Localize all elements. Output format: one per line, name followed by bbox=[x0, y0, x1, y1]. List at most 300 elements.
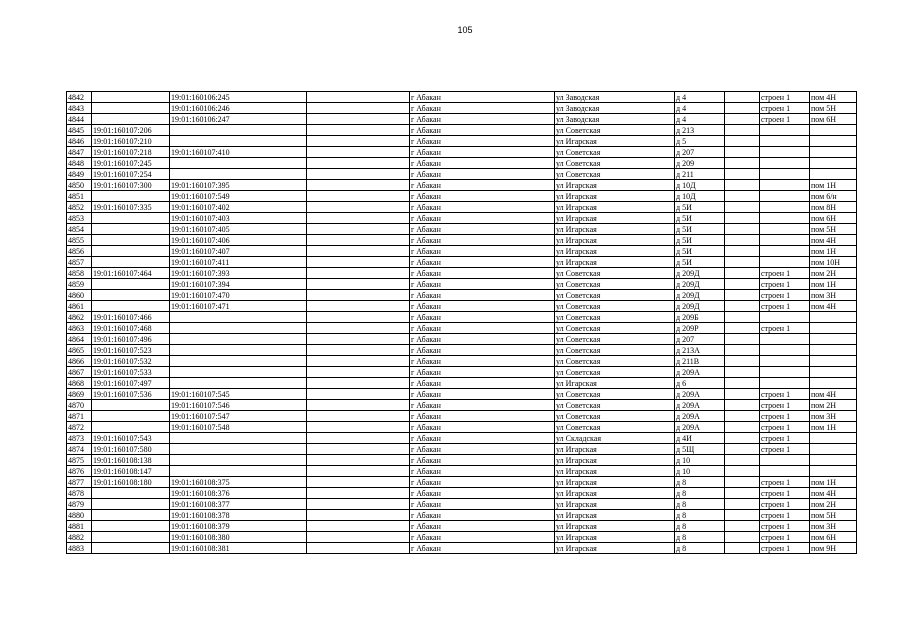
premises-cell bbox=[810, 334, 857, 345]
premises-cell: пом 6Н bbox=[810, 532, 857, 543]
parcel-number-cell: 19:01:160107:468 bbox=[92, 323, 170, 334]
spacer-cell bbox=[725, 543, 760, 554]
row-number-cell: 4867 bbox=[67, 367, 92, 378]
parcel-number-cell bbox=[92, 213, 170, 224]
blank-cell bbox=[307, 268, 410, 279]
house-cell: д 10 bbox=[675, 455, 725, 466]
street-cell: ул Игарская bbox=[555, 444, 675, 455]
blank-cell bbox=[307, 169, 410, 180]
parcel-number-cell: 19:01:160107:543 bbox=[92, 433, 170, 444]
premises-cell bbox=[810, 323, 857, 334]
city-cell: г Абакан bbox=[410, 389, 555, 400]
object-number-cell bbox=[170, 345, 307, 356]
premises-cell: пом 5Н bbox=[810, 224, 857, 235]
city-cell: г Абакан bbox=[410, 411, 555, 422]
premises-cell: пом 9Н bbox=[810, 543, 857, 554]
city-cell: г Абакан bbox=[410, 543, 555, 554]
parcel-number-cell bbox=[92, 246, 170, 257]
object-number-cell: 19:01:160106:247 bbox=[170, 114, 307, 125]
premises-cell: пом 6Н bbox=[810, 114, 857, 125]
parcel-number-cell: 19:01:160107:497 bbox=[92, 378, 170, 389]
object-number-cell bbox=[170, 466, 307, 477]
spacer-cell bbox=[725, 290, 760, 301]
object-number-cell: 19:01:160107:406 bbox=[170, 235, 307, 246]
building-cell: строен 1 bbox=[760, 290, 810, 301]
parcel-number-cell bbox=[92, 191, 170, 202]
street-cell: ул Советская bbox=[555, 125, 675, 136]
row-number-cell: 4873 bbox=[67, 433, 92, 444]
spacer-cell bbox=[725, 301, 760, 312]
house-cell: д 209А bbox=[675, 411, 725, 422]
street-cell: ул Игарская bbox=[555, 378, 675, 389]
spacer-cell bbox=[725, 444, 760, 455]
spacer-cell bbox=[725, 411, 760, 422]
city-cell: г Абакан bbox=[410, 477, 555, 488]
premises-cell: пом 3Н bbox=[810, 411, 857, 422]
parcel-number-cell bbox=[92, 488, 170, 499]
house-cell: д 211В bbox=[675, 356, 725, 367]
city-cell: г Абакан bbox=[410, 422, 555, 433]
premises-cell: пом 5Н bbox=[810, 103, 857, 114]
object-number-cell bbox=[170, 169, 307, 180]
table-row bbox=[67, 455, 857, 466]
building-cell bbox=[760, 312, 810, 323]
table-row bbox=[67, 543, 857, 554]
blank-cell bbox=[307, 422, 410, 433]
city-cell: г Абакан bbox=[410, 301, 555, 312]
blank-cell bbox=[307, 147, 410, 158]
table-row bbox=[67, 466, 857, 477]
city-cell: г Абакан bbox=[410, 521, 555, 532]
parcel-number-cell bbox=[92, 290, 170, 301]
city-cell: г Абакан bbox=[410, 455, 555, 466]
table-row bbox=[67, 125, 857, 136]
spacer-cell bbox=[725, 158, 760, 169]
city-cell: г Абакан bbox=[410, 312, 555, 323]
city-cell: г Абакан bbox=[410, 235, 555, 246]
parcel-number-cell: 19:01:160107:533 bbox=[92, 367, 170, 378]
building-cell bbox=[760, 235, 810, 246]
city-cell: г Абакан bbox=[410, 125, 555, 136]
premises-cell bbox=[810, 158, 857, 169]
street-cell: ул Советская bbox=[555, 268, 675, 279]
premises-cell bbox=[810, 125, 857, 136]
street-cell: ул Игарская bbox=[555, 477, 675, 488]
street-cell: ул Советская bbox=[555, 389, 675, 400]
object-number-cell: 19:01:160107:545 bbox=[170, 389, 307, 400]
row-number-cell: 4862 bbox=[67, 312, 92, 323]
row-number-cell: 4856 bbox=[67, 246, 92, 257]
object-number-cell: 19:01:160107:395 bbox=[170, 180, 307, 191]
city-cell: г Абакан bbox=[410, 510, 555, 521]
parcel-number-cell: 19:01:160107:218 bbox=[92, 147, 170, 158]
parcel-number-cell bbox=[92, 301, 170, 312]
city-cell: г Абакан bbox=[410, 147, 555, 158]
house-cell: д 10 bbox=[675, 466, 725, 477]
object-number-cell: 19:01:160108:378 bbox=[170, 510, 307, 521]
parcel-number-cell bbox=[92, 510, 170, 521]
row-number-cell: 4864 bbox=[67, 334, 92, 345]
table-row bbox=[67, 158, 857, 169]
table-row bbox=[67, 202, 857, 213]
spacer-cell bbox=[725, 378, 760, 389]
table-row bbox=[67, 92, 857, 103]
building-cell: строен 1 bbox=[760, 114, 810, 125]
object-number-cell: 19:01:160107:403 bbox=[170, 213, 307, 224]
blank-cell bbox=[307, 257, 410, 268]
premises-cell bbox=[810, 455, 857, 466]
table-row bbox=[67, 499, 857, 510]
premises-cell bbox=[810, 136, 857, 147]
row-number-cell: 4868 bbox=[67, 378, 92, 389]
table-row bbox=[67, 422, 857, 433]
premises-cell: пом 4Н bbox=[810, 488, 857, 499]
object-number-cell: 19:01:160107:547 bbox=[170, 411, 307, 422]
house-cell: д 8 bbox=[675, 499, 725, 510]
parcel-number-cell: 19:01:160108:138 bbox=[92, 455, 170, 466]
row-number-cell: 4880 bbox=[67, 510, 92, 521]
building-cell: строен 1 bbox=[760, 521, 810, 532]
spacer-cell bbox=[725, 125, 760, 136]
house-cell: д 209Д bbox=[675, 279, 725, 290]
city-cell: г Абакан bbox=[410, 532, 555, 543]
street-cell: ул Игарская bbox=[555, 521, 675, 532]
table-row bbox=[67, 224, 857, 235]
blank-cell bbox=[307, 444, 410, 455]
parcel-number-cell bbox=[92, 279, 170, 290]
building-cell bbox=[760, 224, 810, 235]
house-cell: д 10Д bbox=[675, 191, 725, 202]
object-number-cell bbox=[170, 323, 307, 334]
city-cell: г Абакан bbox=[410, 224, 555, 235]
row-number-cell: 4842 bbox=[67, 92, 92, 103]
table-row bbox=[67, 169, 857, 180]
city-cell: г Абакан bbox=[410, 290, 555, 301]
row-number-cell: 4871 bbox=[67, 411, 92, 422]
premises-cell bbox=[810, 356, 857, 367]
spacer-cell bbox=[725, 356, 760, 367]
street-cell: ул Советская bbox=[555, 334, 675, 345]
city-cell: г Абакан bbox=[410, 378, 555, 389]
building-cell: строен 1 bbox=[760, 433, 810, 444]
house-cell: д 209Р bbox=[675, 323, 725, 334]
street-cell: ул Советская bbox=[555, 290, 675, 301]
table-row bbox=[67, 334, 857, 345]
house-cell: д 209Д bbox=[675, 301, 725, 312]
street-cell: ул Игарская bbox=[555, 202, 675, 213]
table-row bbox=[67, 136, 857, 147]
street-cell: ул Игарская bbox=[555, 543, 675, 554]
street-cell: ул Игарская bbox=[555, 235, 675, 246]
blank-cell bbox=[307, 224, 410, 235]
blank-cell bbox=[307, 125, 410, 136]
blank-cell bbox=[307, 389, 410, 400]
premises-cell bbox=[810, 169, 857, 180]
spacer-cell bbox=[725, 136, 760, 147]
row-number-cell: 4853 bbox=[67, 213, 92, 224]
blank-cell bbox=[307, 312, 410, 323]
building-cell bbox=[760, 191, 810, 202]
building-cell bbox=[760, 257, 810, 268]
parcel-number-cell: 19:01:160107:206 bbox=[92, 125, 170, 136]
row-number-cell: 4878 bbox=[67, 488, 92, 499]
blank-cell bbox=[307, 180, 410, 191]
house-cell: д 5И bbox=[675, 202, 725, 213]
street-cell: ул Советская bbox=[555, 400, 675, 411]
row-number-cell: 4859 bbox=[67, 279, 92, 290]
building-cell: строен 1 bbox=[760, 92, 810, 103]
city-cell: г Абакан bbox=[410, 488, 555, 499]
city-cell: г Абакан bbox=[410, 191, 555, 202]
premises-cell: пом 6Н bbox=[810, 213, 857, 224]
city-cell: г Абакан bbox=[410, 257, 555, 268]
building-cell bbox=[760, 213, 810, 224]
city-cell: г Абакан bbox=[410, 279, 555, 290]
blank-cell bbox=[307, 411, 410, 422]
object-number-cell: 19:01:160108:375 bbox=[170, 477, 307, 488]
object-number-cell: 19:01:160108:380 bbox=[170, 532, 307, 543]
row-number-cell: 4866 bbox=[67, 356, 92, 367]
spacer-cell bbox=[725, 466, 760, 477]
spacer-cell bbox=[725, 92, 760, 103]
building-cell bbox=[760, 367, 810, 378]
city-cell: г Абакан bbox=[410, 367, 555, 378]
street-cell: ул Советская bbox=[555, 312, 675, 323]
building-cell: строен 1 bbox=[760, 532, 810, 543]
object-number-cell bbox=[170, 444, 307, 455]
street-cell: ул Игарская bbox=[555, 191, 675, 202]
parcel-number-cell: 19:01:160107:466 bbox=[92, 312, 170, 323]
object-number-cell: 19:01:160107:549 bbox=[170, 191, 307, 202]
building-cell: строен 1 bbox=[760, 411, 810, 422]
house-cell: д 5И bbox=[675, 213, 725, 224]
spacer-cell bbox=[725, 389, 760, 400]
table-row bbox=[67, 444, 857, 455]
object-number-cell: 19:01:160107:546 bbox=[170, 400, 307, 411]
building-cell: строен 1 bbox=[760, 389, 810, 400]
street-cell: ул Игарская bbox=[555, 246, 675, 257]
object-number-cell bbox=[170, 455, 307, 466]
row-number-cell: 4875 bbox=[67, 455, 92, 466]
table-row bbox=[67, 301, 857, 312]
city-cell: г Абакан bbox=[410, 345, 555, 356]
table-row bbox=[67, 279, 857, 290]
object-number-cell: 19:01:160108:377 bbox=[170, 499, 307, 510]
spacer-cell bbox=[725, 213, 760, 224]
object-number-cell bbox=[170, 312, 307, 323]
spacer-cell bbox=[725, 114, 760, 125]
building-cell: строен 1 bbox=[760, 103, 810, 114]
blank-cell bbox=[307, 521, 410, 532]
street-cell: ул Игарская bbox=[555, 532, 675, 543]
city-cell: г Абакан bbox=[410, 92, 555, 103]
row-number-cell: 4848 bbox=[67, 158, 92, 169]
object-number-cell: 19:01:160107:470 bbox=[170, 290, 307, 301]
premises-cell bbox=[810, 433, 857, 444]
house-cell: д 10Д bbox=[675, 180, 725, 191]
street-cell: ул Заводская bbox=[555, 92, 675, 103]
parcel-number-cell bbox=[92, 400, 170, 411]
premises-cell: пом 1Н bbox=[810, 279, 857, 290]
house-cell: д 8 bbox=[675, 543, 725, 554]
street-cell: ул Советская bbox=[555, 345, 675, 356]
table-row bbox=[67, 510, 857, 521]
parcel-number-cell bbox=[92, 521, 170, 532]
house-cell: д 211 bbox=[675, 169, 725, 180]
row-number-cell: 4872 bbox=[67, 422, 92, 433]
city-cell: г Абакан bbox=[410, 400, 555, 411]
building-cell bbox=[760, 136, 810, 147]
parcel-number-cell bbox=[92, 257, 170, 268]
spacer-cell bbox=[725, 191, 760, 202]
house-cell: д 5Щ bbox=[675, 444, 725, 455]
blank-cell bbox=[307, 92, 410, 103]
spacer-cell bbox=[725, 169, 760, 180]
row-number-cell: 4876 bbox=[67, 466, 92, 477]
house-cell: д 209Д bbox=[675, 268, 725, 279]
spacer-cell bbox=[725, 532, 760, 543]
object-number-cell: 19:01:160107:471 bbox=[170, 301, 307, 312]
row-number-cell: 4846 bbox=[67, 136, 92, 147]
blank-cell bbox=[307, 158, 410, 169]
parcel-number-cell: 19:01:160107:523 bbox=[92, 345, 170, 356]
table-row bbox=[67, 268, 857, 279]
building-cell bbox=[760, 180, 810, 191]
city-cell: г Абакан bbox=[410, 169, 555, 180]
street-cell: ул Советская bbox=[555, 356, 675, 367]
street-cell: ул Советская bbox=[555, 367, 675, 378]
object-number-cell: 19:01:160107:548 bbox=[170, 422, 307, 433]
parcel-number-cell: 19:01:160107:210 bbox=[92, 136, 170, 147]
row-number-cell: 4865 bbox=[67, 345, 92, 356]
house-cell: д 4И bbox=[675, 433, 725, 444]
house-cell: д 209Д bbox=[675, 290, 725, 301]
row-number-cell: 4845 bbox=[67, 125, 92, 136]
table-row bbox=[67, 400, 857, 411]
premises-cell: пом 10Н bbox=[810, 257, 857, 268]
street-cell: ул Складская bbox=[555, 433, 675, 444]
row-number-cell: 4882 bbox=[67, 532, 92, 543]
object-number-cell: 19:01:160108:376 bbox=[170, 488, 307, 499]
house-cell: д 207 bbox=[675, 147, 725, 158]
row-number-cell: 4843 bbox=[67, 103, 92, 114]
blank-cell bbox=[307, 455, 410, 466]
premises-cell: пом 3Н bbox=[810, 521, 857, 532]
object-number-cell: 19:01:160107:393 bbox=[170, 268, 307, 279]
table-row bbox=[67, 532, 857, 543]
spacer-cell bbox=[725, 499, 760, 510]
spacer-cell bbox=[725, 345, 760, 356]
city-cell: г Абакан bbox=[410, 268, 555, 279]
building-cell: строен 1 bbox=[760, 301, 810, 312]
street-cell: ул Игарская bbox=[555, 488, 675, 499]
object-number-cell: 19:01:160107:407 bbox=[170, 246, 307, 257]
premises-cell: пом 1Н bbox=[810, 422, 857, 433]
premises-cell: пом 1Н bbox=[810, 246, 857, 257]
building-cell bbox=[760, 334, 810, 345]
table-row bbox=[67, 356, 857, 367]
building-cell: строен 1 bbox=[760, 323, 810, 334]
street-cell: ул Советская bbox=[555, 323, 675, 334]
table-row bbox=[67, 312, 857, 323]
blank-cell bbox=[307, 367, 410, 378]
city-cell: г Абакан bbox=[410, 103, 555, 114]
parcel-number-cell: 19:01:160108:180 bbox=[92, 477, 170, 488]
object-number-cell bbox=[170, 334, 307, 345]
table-body bbox=[67, 92, 857, 554]
parcel-number-cell bbox=[92, 235, 170, 246]
parcel-number-cell: 19:01:160107:335 bbox=[92, 202, 170, 213]
house-cell: д 5И bbox=[675, 257, 725, 268]
building-cell: строен 1 bbox=[760, 510, 810, 521]
house-cell: д 4 bbox=[675, 103, 725, 114]
premises-cell: пом 1Н bbox=[810, 477, 857, 488]
row-number-cell: 4854 bbox=[67, 224, 92, 235]
street-cell: ул Игарская bbox=[555, 466, 675, 477]
house-cell: д 213 bbox=[675, 125, 725, 136]
parcel-number-cell: 19:01:160107:464 bbox=[92, 268, 170, 279]
parcel-number-cell bbox=[92, 499, 170, 510]
house-cell: д 8 bbox=[675, 532, 725, 543]
house-cell: д 4 bbox=[675, 114, 725, 125]
row-number-cell: 4881 bbox=[67, 521, 92, 532]
premises-cell bbox=[810, 312, 857, 323]
building-cell bbox=[760, 466, 810, 477]
spacer-cell bbox=[725, 323, 760, 334]
house-cell: д 209А bbox=[675, 389, 725, 400]
blank-cell bbox=[307, 323, 410, 334]
spacer-cell bbox=[725, 147, 760, 158]
street-cell: ул Советская bbox=[555, 279, 675, 290]
object-number-cell: 19:01:160107:405 bbox=[170, 224, 307, 235]
row-number-cell: 4847 bbox=[67, 147, 92, 158]
city-cell: г Абакан bbox=[410, 136, 555, 147]
house-cell: д 209А bbox=[675, 367, 725, 378]
city-cell: г Абакан bbox=[410, 202, 555, 213]
house-cell: д 5И bbox=[675, 224, 725, 235]
spacer-cell bbox=[725, 224, 760, 235]
spacer-cell bbox=[725, 477, 760, 488]
city-cell: г Абакан bbox=[410, 444, 555, 455]
street-cell: ул Советская bbox=[555, 147, 675, 158]
building-cell bbox=[760, 455, 810, 466]
street-cell: ул Советская bbox=[555, 411, 675, 422]
house-cell: д 6 bbox=[675, 378, 725, 389]
house-cell: д 8 bbox=[675, 488, 725, 499]
parcel-number-cell bbox=[92, 92, 170, 103]
table-row bbox=[67, 257, 857, 268]
building-cell bbox=[760, 246, 810, 257]
spacer-cell bbox=[725, 246, 760, 257]
building-cell bbox=[760, 169, 810, 180]
row-number-cell: 4857 bbox=[67, 257, 92, 268]
parcel-number-cell: 19:01:160107:496 bbox=[92, 334, 170, 345]
city-cell: г Абакан bbox=[410, 213, 555, 224]
object-number-cell bbox=[170, 367, 307, 378]
spacer-cell bbox=[725, 334, 760, 345]
blank-cell bbox=[307, 378, 410, 389]
street-cell: ул Игарская bbox=[555, 213, 675, 224]
premises-cell: пом 6/н bbox=[810, 191, 857, 202]
street-cell: ул Игарская bbox=[555, 224, 675, 235]
row-number-cell: 4877 bbox=[67, 477, 92, 488]
blank-cell bbox=[307, 202, 410, 213]
table-row bbox=[67, 378, 857, 389]
premises-cell: пом 5Н bbox=[810, 510, 857, 521]
register-table bbox=[66, 91, 857, 554]
house-cell: д 4 bbox=[675, 92, 725, 103]
table-row bbox=[67, 323, 857, 334]
